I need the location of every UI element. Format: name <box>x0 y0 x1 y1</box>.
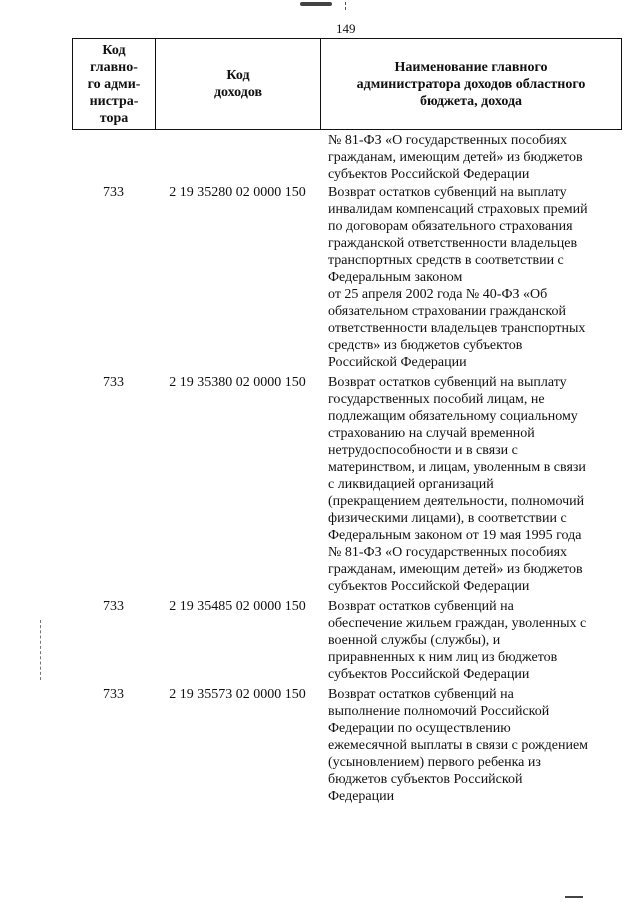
header-name <box>321 39 621 129</box>
income-code: 2 19 35280 02 0000 150 <box>169 185 306 200</box>
header-income-code <box>156 39 321 129</box>
income-name: Возврат остатков субвенций на обеспечение жильем граждан, уволенных с военной службы (службы), и приравненных к ним лиц из бюджетов субъектов Российской Федерации <box>328 599 587 682</box>
admin-code: 733 <box>103 687 124 702</box>
scan-artifact-tick <box>345 2 349 10</box>
header-name-label: Наименование главного администратора доходов областного бюджета, дохода <box>356 59 586 109</box>
income-code: 2 19 35380 02 0000 150 <box>169 375 306 390</box>
income-name: Возврат остатков субвенций на выплату инвалидам компенсаций страховых премий по договорам обязательного страхования гражданской ответственности владельцев транспортных средств в соответствии с Федеральным законом от 25 апреля 2002 года № 40-ФЗ «Об обязательном страховании гражданской ответственности владельцев транспортных средств» из бюджетов субъектов Российской Федерации <box>328 185 588 370</box>
income-code: 2 19 35573 02 0000 150 <box>169 687 306 702</box>
page-number: 149 <box>336 21 356 36</box>
income-name: Возврат остатков субвенций на выполнение полномочий Российской Федерации по осуществлению ежемесячной выплаты в связи с рождением (усыновлением) первого ребенка из бюджетов субъектов Российской Федерации <box>328 687 589 804</box>
header-income-code-label: Код доходов <box>213 68 263 100</box>
scan-artifact-left <box>40 620 42 680</box>
admin-code: 733 <box>103 375 124 390</box>
income-name: Возврат остатков субвенций на выплату государственных пособий лицам, не подлежащим обязательному социальному страхованию на случай временной нетрудоспособности и в связи с материнством, и лицам, уволенным в связи с ликвидацией организаций (прекращением деятельности, полномочий физическими лицами), в соответствии с Федеральным законом от 19 мая 1995 года № 81-ФЗ «О государственных пособиях гражданам, имеющим детей» из бюджетов субъектов Российской Федерации <box>328 375 586 594</box>
table-header <box>72 38 622 130</box>
income-name: № 81-ФЗ «О государственных пособиях гражданам, имеющим детей» из бюджетов субъектов Российской Федерации <box>328 133 583 182</box>
admin-code: 733 <box>103 185 124 200</box>
income-code: 2 19 35485 02 0000 150 <box>169 599 306 614</box>
scan-artifact-bottom <box>565 896 583 898</box>
scan-artifact-top <box>300 2 332 6</box>
header-admin-code-label: Код главно- го адми- нистра- тора <box>87 42 141 126</box>
admin-code: 733 <box>103 599 124 614</box>
header-admin-code <box>73 39 156 129</box>
